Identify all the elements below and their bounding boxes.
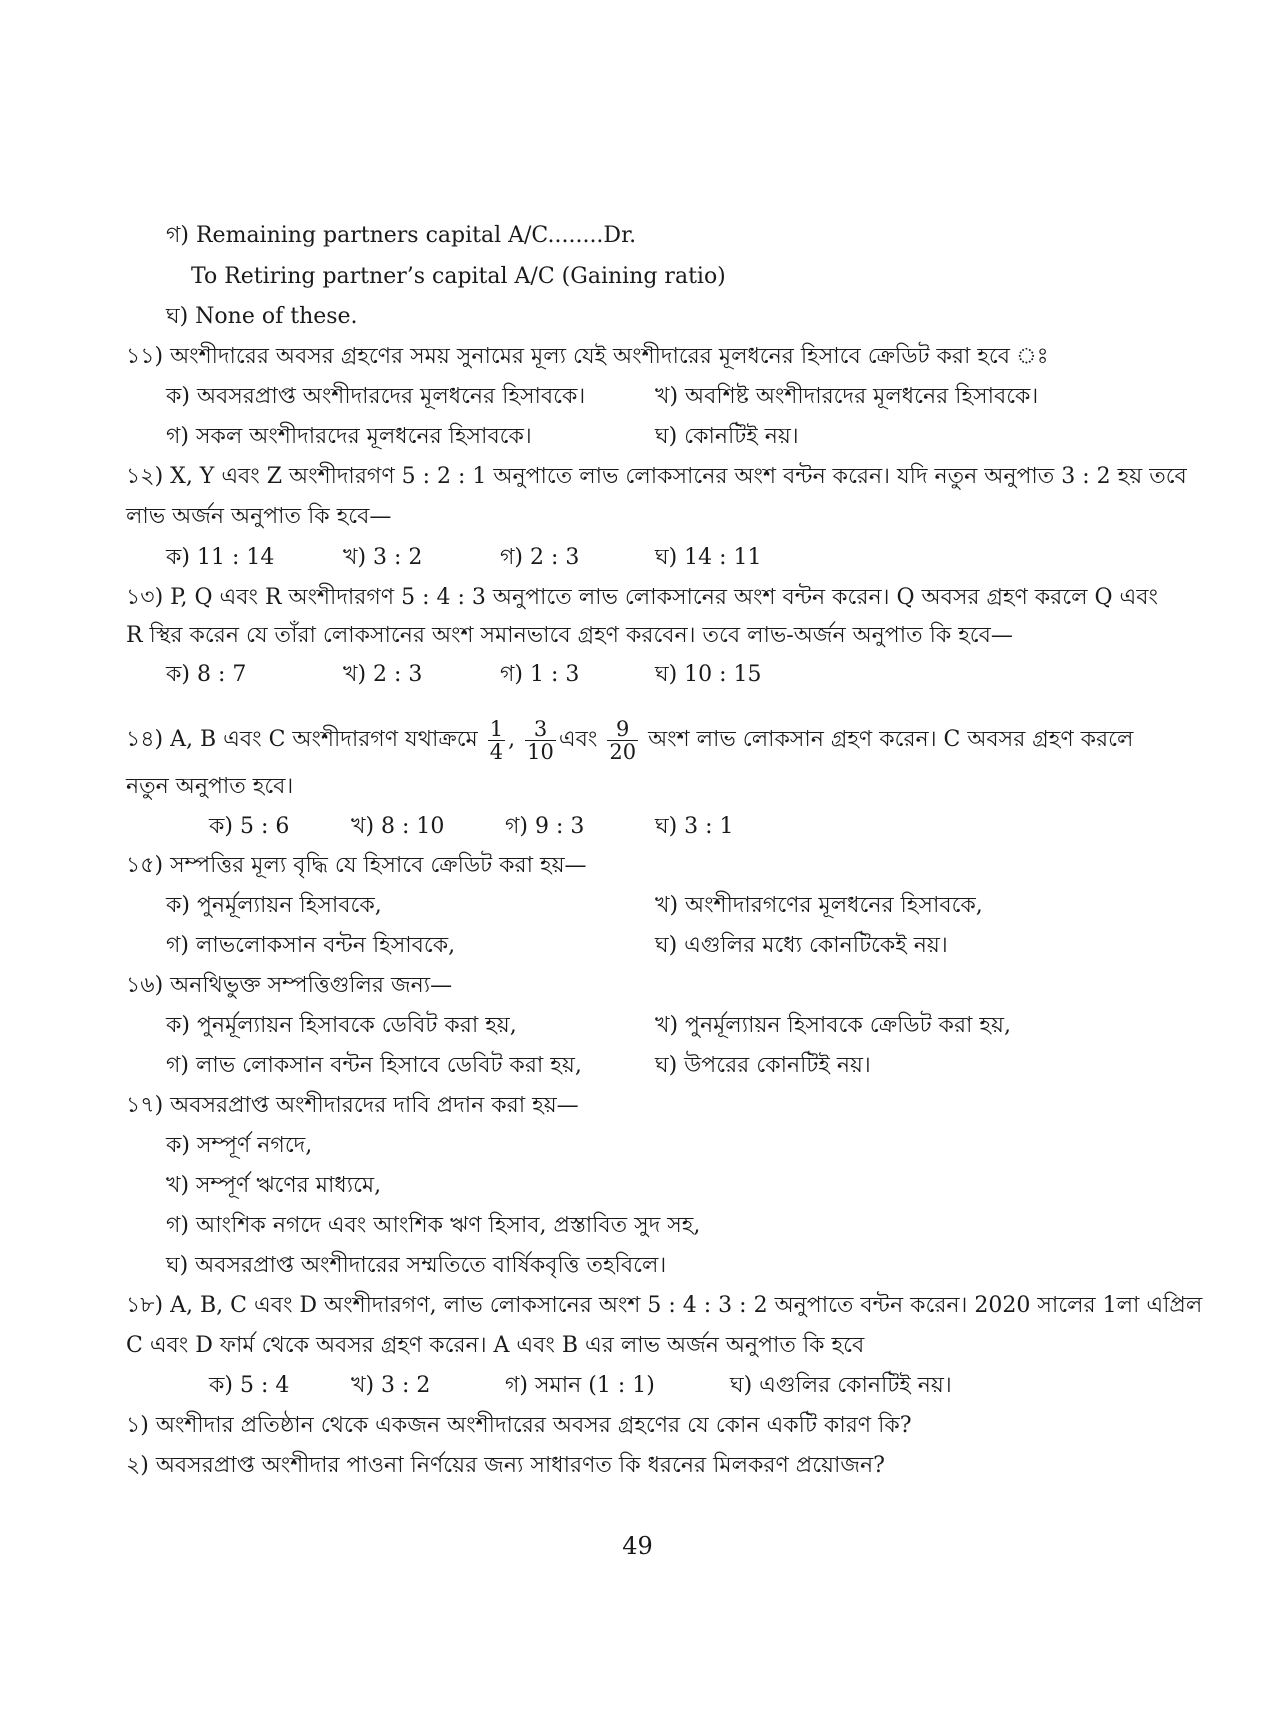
q10-option-d: ঘ) None of these. <box>166 304 358 329</box>
fraction-numerator: 9 <box>607 718 638 741</box>
short-question-2: ২) অবসরপ্রাপ্ত অংশীদার পাওনা নির্ণয়ের জন্য সাধারণত কি ধরনের মিলকরণ প্রয়োজন? <box>126 1453 885 1478</box>
q17-option-b: খ) সম্পূর্ণ ঋণের মাধ্যমে, <box>166 1173 382 1198</box>
q14-stem-post: অংশ লাভ লোকসান গ্রহণ করেন। C অবসর গ্রহণ করলে <box>648 727 1134 752</box>
q13-option-d: ঘ) 10 : 15 <box>655 662 762 687</box>
q13-stem-line1: ১৩) P, Q এবং R অংশীদারগণ 5 : 4 : 3 অনুপাতে লাভ লোকসানের অংশ বন্টন করেন। Q অবসর গ্রহণ করলে Q এবং <box>126 585 1158 610</box>
q17-option-c: গ) আংশিক নগদে এবং আংশিক ঋণ হিসাব, প্রস্তাবিত সুদ সহ, <box>166 1213 701 1238</box>
q11-option-d: ঘ) কোনটিই নয়। <box>655 424 799 449</box>
q15-stem: ১৫) সম্পত্তির মূল্য বৃদ্ধি যে হিসাবে ক্রেডিট করা হয়— <box>126 853 587 878</box>
fraction-denominator: 4 <box>489 739 504 764</box>
fraction-one-fourth <box>488 718 505 763</box>
q12-stem-line2: লাভ অর্জন অনুপাত কি হবে— <box>126 504 392 529</box>
q16-option-a: ক) পুনর্মূল্যায়ন হিসাবকে ডেবিট করা হয়, <box>166 1013 517 1038</box>
fraction-nine-twentieths <box>607 718 638 763</box>
q16-option-d: ঘ) উপরের কোনটিই নয়। <box>655 1053 871 1078</box>
q18-stem-line2: C এবং D ফার্ম থেকে অবসর গ্রহণ করেন। A এবং B এর লাভ অর্জন অনুপাত কি হবে <box>126 1333 865 1358</box>
fraction-denominator: 20 <box>609 739 637 764</box>
q15-option-d: ঘ) এগুলির মধ্যে কোনটিকেই নয়। <box>655 933 948 958</box>
q13-option-b: খ) 2 : 3 <box>343 662 423 687</box>
fraction-numerator: 3 <box>525 718 556 741</box>
fraction-separator: , <box>508 727 516 752</box>
q18-option-d: ঘ) এগুলির কোনটিই নয়। <box>730 1373 952 1398</box>
q10-option-c-line2: To Retiring partner’s capital A/C (Gaining ratio) <box>191 264 726 289</box>
q11-option-a: ক) অবসরপ্রাপ্ত অংশীদারদের মূলধনের হিসাবকে। <box>166 384 586 409</box>
q16-option-c: গ) লাভ লোকসান বন্টন হিসাবে ডেবিট করা হয়, <box>166 1053 582 1078</box>
fraction-numerator: 1 <box>489 716 504 741</box>
q10-option-c-line1: গ) Remaining partners capital A/C........Dr. <box>166 223 637 248</box>
q14-stem-line1 <box>126 712 1133 768</box>
q12-stem-line1: ১২) X, Y এবং Z অংশীদারগণ 5 : 2 : 1 অনুপাতে লাভ লোকসানের অংশ বন্টন করেন। যদি নতুন অনুপাত 3 : 2 হয় তবে <box>126 464 1187 489</box>
fraction-three-tenths <box>525 718 556 763</box>
q14-option-c: গ) 9 : 3 <box>505 814 585 839</box>
short-question-1: ১) অংশীদার প্রতিষ্ঠান থেকে একজন অংশীদারের অবসর গ্রহণের যে কোন একটি কারণ কি? <box>126 1413 912 1438</box>
q18-option-b: খ) 3 : 2 <box>351 1373 431 1398</box>
q17-stem: ১৭) অবসরপ্রাপ্ত অংশীদারদের দাবি প্রদান করা হয়— <box>126 1093 579 1118</box>
q13-option-c: গ) 1 : 3 <box>500 662 580 687</box>
page-number: 49 <box>622 1532 653 1560</box>
q12-option-c: গ) 2 : 3 <box>500 545 580 570</box>
q15-option-c: গ) লাভলোকসান বন্টন হিসাবকে, <box>166 933 456 958</box>
q17-option-d: ঘ) অবসরপ্রাপ্ত অংশীদারের সম্মতিতে বার্ষিকবৃত্তি তহবিলে। <box>166 1253 667 1278</box>
q13-stem-line2: R স্থির করেন যে তাঁরা লোকসানের অংশ সমানভাবে গ্রহণ করবেন। তবে লাভ-অর্জন অনুপাত কি হবে— <box>126 623 1013 648</box>
q16-option-b: খ) পুনর্মূল্যায়ন হিসাবকে ক্রেডিট করা হয়, <box>655 1013 1011 1038</box>
q12-option-d: ঘ) 14 : 11 <box>655 545 762 570</box>
q12-option-a: ক) 11 : 14 <box>166 545 275 570</box>
q16-stem: ১৬) অনথিভুক্ত সম্পত্তিগুলির জন্য— <box>126 973 453 998</box>
q14-option-a: ক) 5 : 6 <box>209 814 290 839</box>
q15-option-b: খ) অংশীদারগণের মূলধনের হিসাবকে, <box>655 893 983 918</box>
q15-option-a: ক) পুনর্মূল্যায়ন হিসাবকে, <box>166 893 382 918</box>
q11-option-c: গ) সকল অংশীদারদের মূলধনের হিসাবকে। <box>166 424 532 449</box>
q14-stem-pre: ১৪) A, B এবং C অংশীদারগণ যথাক্রমে <box>126 727 478 752</box>
q11-stem: ১১) অংশীদারের অবসর গ্রহণের সময় সুনামের মূল্য যেই অংশীদারের মূলধনের হিসাবে ক্রেডিট করা হবে ঃ <box>126 344 1049 369</box>
q14-option-b: খ) 8 : 10 <box>351 814 445 839</box>
q14-option-d: ঘ) 3 : 1 <box>655 814 734 839</box>
q17-option-a: ক) সম্পূর্ণ নগদে, <box>166 1133 313 1158</box>
q18-option-c: গ) সমান (1 : 1) <box>505 1373 655 1398</box>
q12-option-b: খ) 3 : 2 <box>343 545 423 570</box>
q13-option-a: ক) 8 : 7 <box>166 662 247 687</box>
q14-and: এবং <box>558 727 598 752</box>
q18-stem-line1: ১৮) A, B, C এবং D অংশীদারগণ, লাভ লোকসানের অংশ 5 : 4 : 3 : 2 অনুপাতে বন্টন করেন। 2020 সালের 1লা এপ্রিল <box>126 1293 1203 1318</box>
fraction-denominator: 10 <box>527 739 554 764</box>
q14-stem-line2: নতুন অনুপাত হবে। <box>126 774 294 799</box>
q11-option-b: খ) অবশিষ্ট অংশীদারদের মূলধনের হিসাবকে। <box>655 384 1039 409</box>
q18-option-a: ক) 5 : 4 <box>209 1373 290 1398</box>
